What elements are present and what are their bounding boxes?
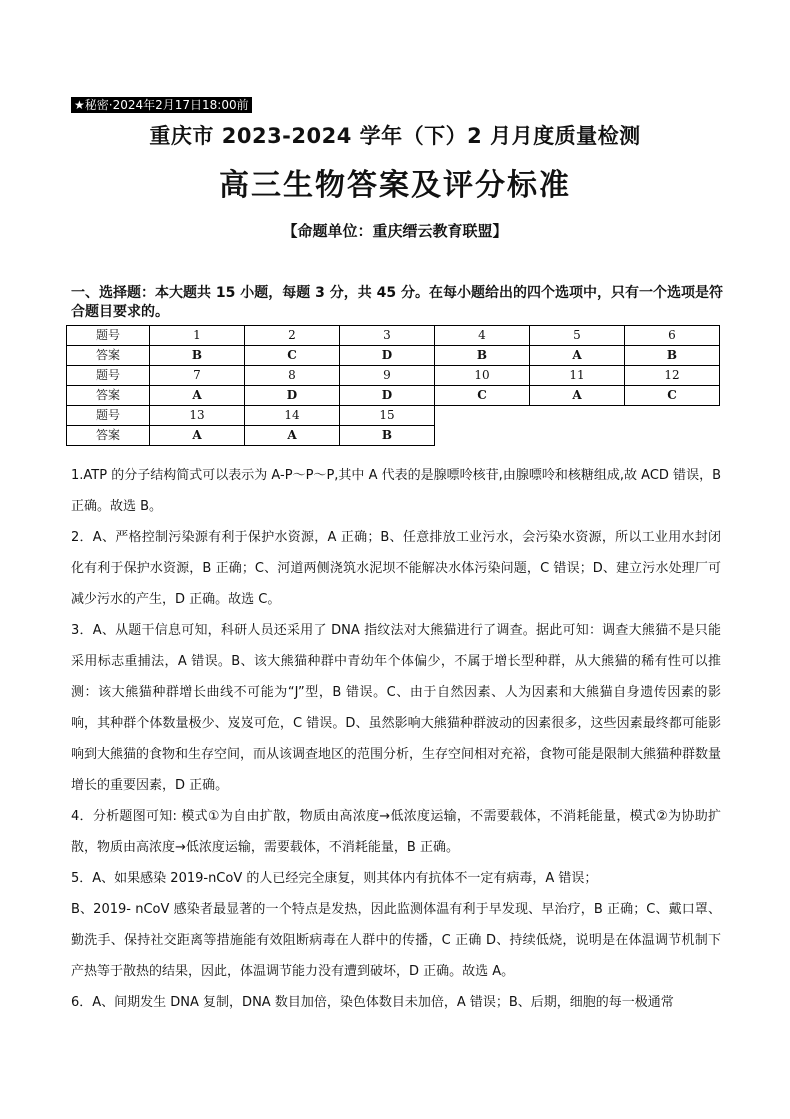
answer-cell: D bbox=[340, 346, 435, 366]
answer-cell: D bbox=[245, 386, 340, 406]
question-number: 1 bbox=[150, 326, 245, 346]
row-label-answer: 答案 bbox=[67, 346, 150, 366]
question-number: 14 bbox=[245, 406, 340, 426]
compiler-unit: 【命题单位：重庆缙云教育联盟】 bbox=[282, 222, 508, 240]
explanation-paragraph: 1.ATP 的分子结构简式可以表示为 A-P～P～P,其中 A 代表的是腺嘌呤核苷,由腺嘌呤和核糖组成,故 ACD 错误，B 正确。故选 B。 bbox=[71, 468, 721, 514]
table-row bbox=[67, 386, 720, 406]
question-number: 2 bbox=[245, 326, 340, 346]
question-number: 10 bbox=[435, 366, 530, 386]
answer-cell: B bbox=[340, 426, 435, 446]
question-number: 3 bbox=[340, 326, 435, 346]
answer-cell: A bbox=[150, 426, 245, 446]
table-row bbox=[67, 366, 720, 386]
answer-cell: A bbox=[530, 386, 625, 406]
row-label-answer: 答案 bbox=[67, 386, 150, 406]
table-blank-area bbox=[435, 426, 720, 446]
document-title: 高三生物答案及评分标准 bbox=[219, 168, 571, 203]
answer-cell: C bbox=[245, 346, 340, 366]
question-number: 4 bbox=[435, 326, 530, 346]
exam-title: 重庆市 2023-2024 学年（下）2 月月度质量检测 bbox=[149, 124, 641, 148]
answer-cell: C bbox=[435, 386, 530, 406]
question-number: 6 bbox=[625, 326, 720, 346]
explanation-paragraph: 4．分析题图可知: 模式①为自由扩散，物质由高浓度→低浓度运输，不需要载体，不消耗能量，模式②为协助扩散，物质由高浓度→低浓度运输，需要载体，不消耗能量，B 正确。 bbox=[71, 809, 721, 855]
question-number: 13 bbox=[150, 406, 245, 426]
answer-cell: B bbox=[150, 346, 245, 366]
explanation-paragraph: 2．A、严格控制污染源有利于保护水资源，A 正确；B、任意排放工业污水，会污染水资源，所以工业用水封闭化有利于保护水资源，B 正确；C、河道两侧浇筑水泥坝不能解决水体污染问题，C 错误；D、建立污水处理厂可减少污水的产生，D 正确。故选 C。 bbox=[71, 530, 721, 607]
explanation-paragraph: 3．A、从题干信息可知，科研人员还采用了 DNA 指纹法对大熊猫进行了调查。据此可知：调查大熊猫不是只能采用标志重捕法，A 错误。B、该大熊猫种群中青幼年个体偏少，不属于增长型种群，从大熊猫的稀有性可以推测：该大熊猫种群增长曲线不可能为“J”型，B 错误。C、由于自然因素、人为因素和大熊猫自身遗传因素的影响，其种群个体数量极少、岌岌可危，C 错误。D、虽然影响大熊猫种群波动的因素很多，这些因素最终都可能影响到大熊猫的食物和生存空间，而从该调查地区的范围分析，生存空间相对充裕，食物可能是限制大熊猫种群数量增长的重要因素，D 正确。 bbox=[71, 623, 722, 793]
question-number: 7 bbox=[150, 366, 245, 386]
section-heading: 一、选择题：本大题共 15 小题，每题 3 分，共 45 分。在每小题给出的四个选项中，只有一个选项是符合题目要求的。 bbox=[71, 285, 723, 320]
question-number: 12 bbox=[625, 366, 720, 386]
answer-cell: D bbox=[340, 386, 435, 406]
answer-cell: B bbox=[625, 346, 720, 366]
question-number: 8 bbox=[245, 366, 340, 386]
question-number: 5 bbox=[530, 326, 625, 346]
row-label-question: 题号 bbox=[67, 406, 150, 426]
question-number: 15 bbox=[340, 406, 435, 426]
question-number: 11 bbox=[530, 366, 625, 386]
row-label-question: 题号 bbox=[67, 366, 150, 386]
answer-table bbox=[66, 325, 720, 446]
answer-cell: A bbox=[245, 426, 340, 446]
confidential-label: ★秘密·2024年2月17日18:00前 bbox=[71, 97, 252, 113]
answer-cell: A bbox=[530, 346, 625, 366]
explanations bbox=[71, 460, 721, 1018]
answer-cell: A bbox=[150, 386, 245, 406]
table-blank-area bbox=[435, 406, 720, 426]
answer-cell: C bbox=[625, 386, 720, 406]
row-label-question: 题号 bbox=[67, 326, 150, 346]
table-row bbox=[67, 426, 720, 446]
table-row bbox=[67, 406, 720, 426]
explanation-paragraph: B、2019- nCoV 感染者最显著的一个特点是发热，因此监测体温有利于早发现、早治疗，B 正确；C、戴口罩、勤洗手、保持社交距离等措施能有效阻断病毒在人群中的传播，C 正确 D、持续低烧，说明是在体温调节机制下产热等于散热的结果，因此，体温调节能力没有遭到破坏，D 正确。故选 A。 bbox=[71, 902, 721, 979]
answer-cell: B bbox=[435, 346, 530, 366]
table-row bbox=[67, 326, 720, 346]
explanation-paragraph: 5．A、如果感染 2019-nCoV 的人已经完全康复，则其体内有抗体不一定有病毒，A 错误； bbox=[71, 871, 598, 886]
question-number: 9 bbox=[340, 366, 435, 386]
table-row bbox=[67, 346, 720, 366]
explanation-paragraph: 6．A、间期发生 DNA 复制，DNA 数目加倍，染色体数目未加倍，A 错误；B、后期，细胞的每一极通常 bbox=[71, 995, 674, 1010]
row-label-answer: 答案 bbox=[67, 426, 150, 446]
